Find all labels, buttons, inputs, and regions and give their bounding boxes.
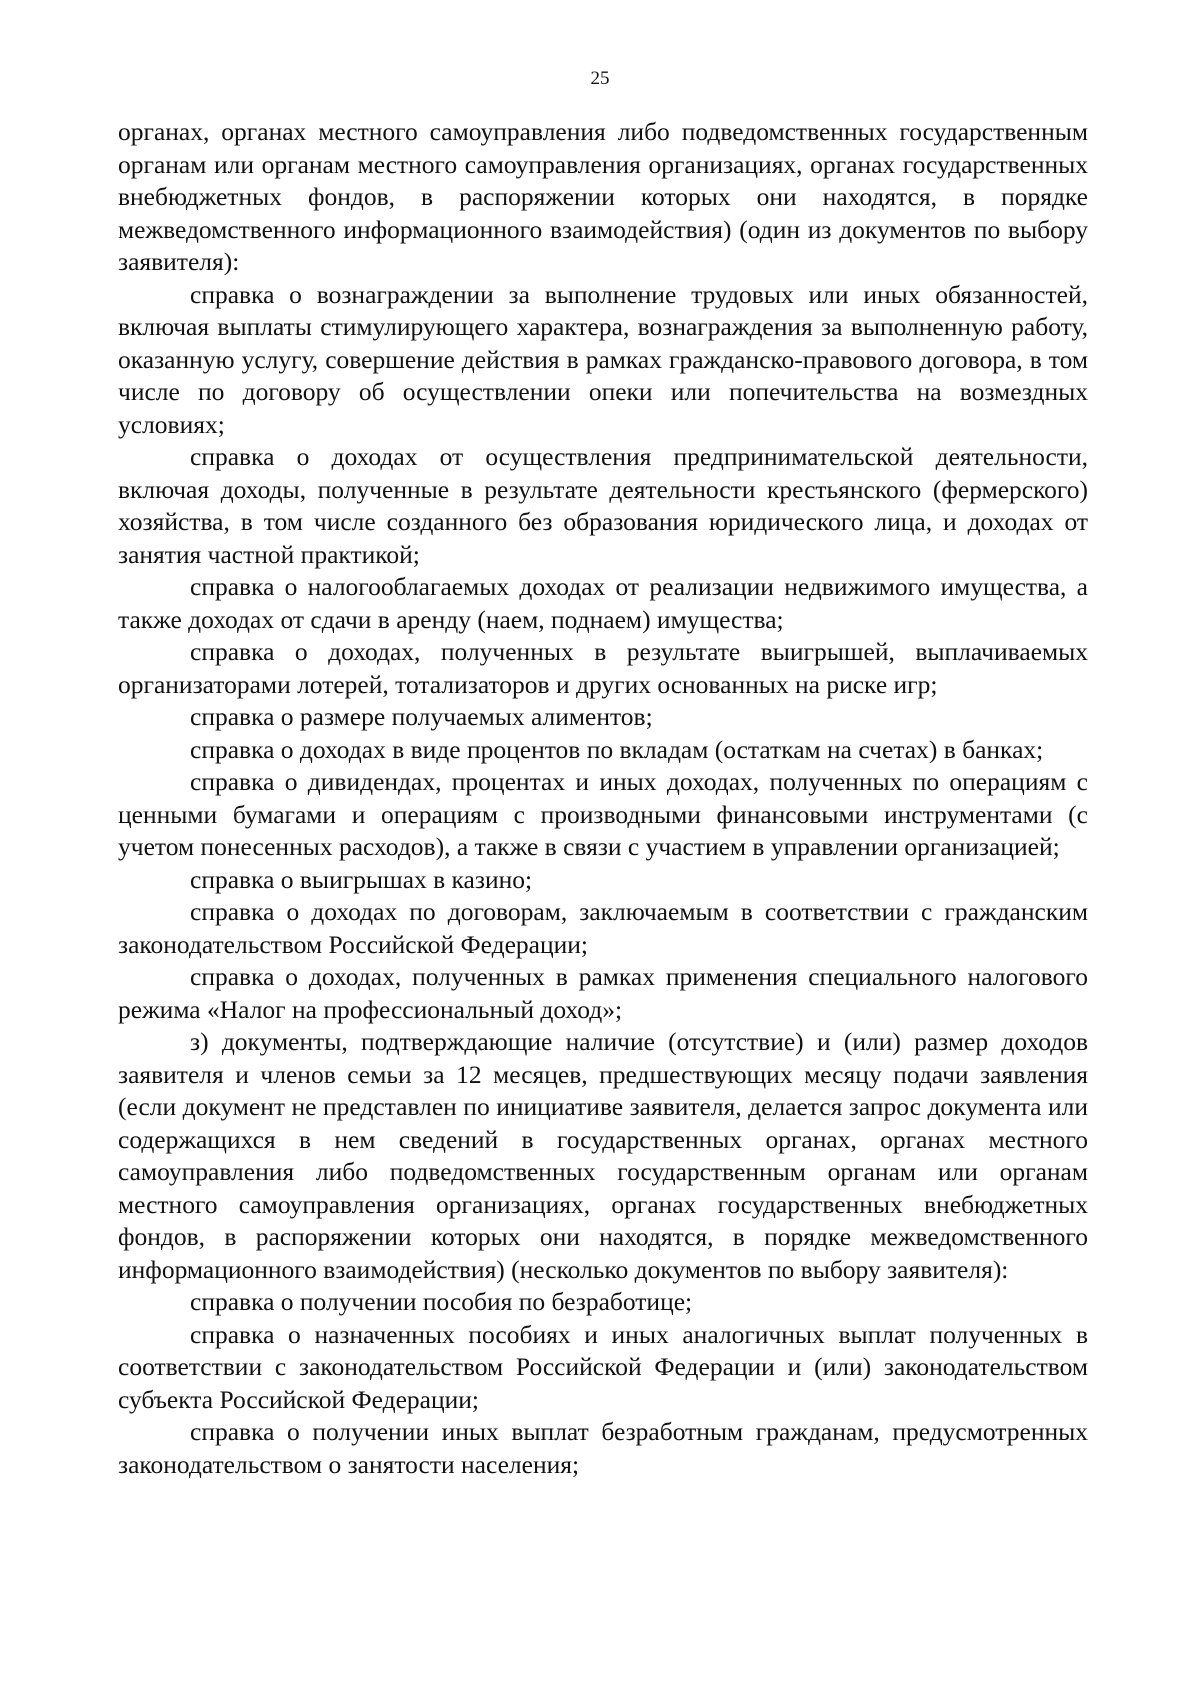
paragraph-civil-contracts-certificate: справка о доходах по договорам, заключаемым в соответствии с гражданским законодательством Российской Федерации; [118, 897, 1088, 959]
document-body [118, 116, 1088, 1481]
paragraph-dividends-certificate: справка о дивидендах, процентах и иных доходах, полученных по операциям с ценными бумагами и операциям с производными финансовыми инструментами (с учетом понесенных расходов), а также в связи с участием в управлении организацией; [118, 767, 1088, 861]
page-number: 25 [590, 68, 610, 89]
paragraph-other-payments-certificate: справка о получении иных выплат безработным гражданам, предусмотренных законодательством о занятости населения; [118, 1417, 1088, 1479]
paragraph-deposit-interest-certificate: справка о доходах в виде процентов по вкладам (остаткам на счетах) в банках; [190, 734, 1044, 764]
paragraph-remuneration-certificate: справка о вознаграждении за выполнение трудовых или иных обязанностей, включая выплаты стимулирующего характера, вознаграждения за выполненную работу, оказанную услугу, совершение действия в рамках гражданско-правового договора, в том числе по договору об осуществлении опеки или попечительства на возмездных условиях; [118, 279, 1088, 439]
paragraph-unemployment-benefit-certificate: справка о получении пособия по безработице; [190, 1287, 693, 1316]
paragraph-continuation: органах, органах местного самоуправления либо подведомственных государственным органам или органам местного самоуправления организациях, органах государственных внебюджетных фондов, в распоряжении которых они находятся, в порядке межведомственного информационного взаимодействия) (один из документов по выбору заявителя): [118, 117, 1088, 276]
paragraph-professional-income-tax-certificate: справка о доходах, полученных в рамках применения специального налогового режима «Налог на профессиональный доход»; [118, 962, 1088, 1024]
paragraph-alimony-certificate: справка о размере получаемых алиментов; [190, 702, 653, 731]
paragraph-casino-certificate: справка о выигрышах в казино; [190, 864, 533, 894]
paragraph-item-z: з) документы, подтверждающие наличие (отсутствие) и (или) размер доходов заявителя и членов семьи за 12 месяцев, предшествующих месяцу подачи заявления (если документ не представлен по инициативе заявителя, делается запрос документа или содержащихся в нем сведений в государственных органах, органах местного самоуправления либо подведомственных государственным органам или органам местного самоуправления организациях, органах государственных внебюджетных фондов, в распоряжении которых они находятся, в порядке межведомственного информационного взаимодействия) (несколько документов по выбору заявителя): [118, 1027, 1088, 1284]
paragraph-assigned-benefits-certificate: справка о назначенных пособиях и иных аналогичных выплат полученных в соответствии с законодательством Российской Федерации и (или) законодательством субъекта Российской Федерации; [118, 1319, 1088, 1414]
paragraph-real-estate-income-certificate: справка о налогооблагаемых доходах от реализации недвижимого имущества, а также доходах от сдачи в аренду (наем, поднаем) имущества; [118, 572, 1088, 634]
paragraph-business-income-certificate: справка о доходах от осуществления предпринимательской деятельности, включая доходы, полученные в результате деятельности крестьянского (фермерского) хозяйства, в том числе созданного без образования юридического лица, и доходах от занятия частной практикой; [118, 442, 1088, 569]
paragraph-winnings-certificate: справка о доходах, полученных в результате выигрышей, выплачиваемых организаторами лотерей, тотализаторов и других основанных на риске игр; [118, 637, 1088, 699]
